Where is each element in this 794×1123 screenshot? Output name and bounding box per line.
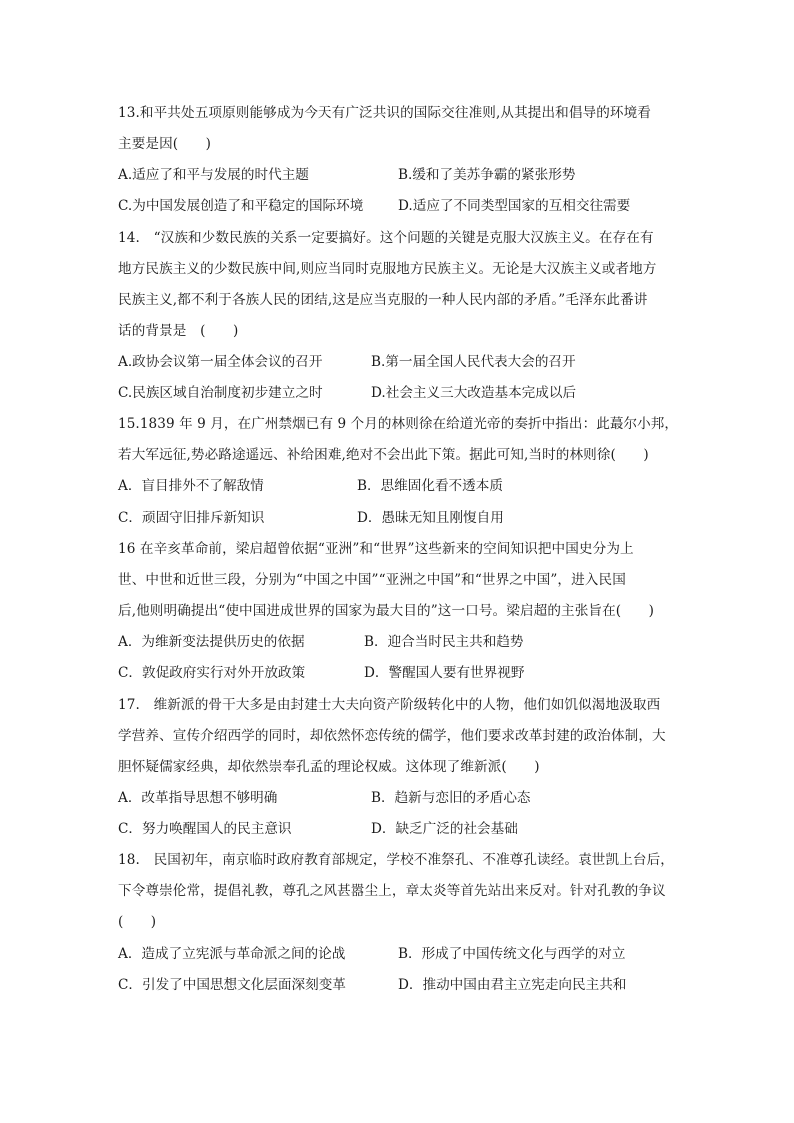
question-13-line-2: 主要是因( ) — [118, 136, 211, 152]
question-15-option-a: A．盲目排外不了解敌情 — [118, 478, 264, 494]
question-13-option-c: C.为中国发展创造了和平稳定的国际环境 — [118, 198, 364, 214]
question-13-line-1: 13.和平共处五项原则能够成为今天有广泛共识的国际交往准则,从其提出和倡导的环境看 — [118, 105, 652, 121]
question-18-option-c: C．引发了中国思想文化层面深刻变革 — [118, 977, 346, 993]
question-16-line-3: 后,他则明确提出“使中国进成世界的国家为最大目的”这一口号。梁启超的主张旨在( ) — [118, 603, 654, 619]
question-17-option-a: A．改革指导思想不够明确 — [118, 790, 278, 806]
question-14-option-a: A.政协会议第一届全体会议的召开 — [118, 354, 323, 370]
question-18-option-b: B．形成了中国传统文化与西学的对立 — [398, 946, 626, 962]
question-18-line-2: 下令尊崇伦常，提倡礼教，尊孔之风甚嚣尘上，章太炎等首先站出来反对。针对孔教的争议 — [118, 883, 666, 899]
question-17-line-3: 胆怀疑儒家经典，却依然崇奉孔孟的理论权威。这体现了维新派( ) — [118, 759, 540, 775]
question-15-option-c: C．顽固守旧排斥新知识 — [118, 510, 265, 526]
question-18-line-1: 18. 民国初年，南京临时政府教育部规定，学校不准祭孔、不准尊孔读经。袁世凯上台后， — [118, 852, 674, 868]
question-16-option-b: B．迎合当时民主共和趋势 — [364, 634, 524, 650]
question-15-option-d: D．愚昧无知且刚愎自用 — [357, 510, 504, 526]
question-16-line-1: 16 在辛亥革命前，梁启超曾依据“亚洲”和“世界”这些新来的空间知识把中国史分为上 — [118, 541, 634, 557]
question-13-option-b: B.缓和了美苏争霸的紧张形势 — [398, 167, 576, 183]
question-16-option-d: D．警醒国人要有世界视野 — [364, 665, 525, 681]
question-16-option-a: A．为维新变法提供历史的依据 — [118, 634, 305, 650]
question-14-line-4: 话的背景是 ( ) — [118, 323, 239, 339]
question-16-option-c: C．敦促政府实行对外开放政策 — [118, 665, 306, 681]
question-13-option-d: D.适应了不同类型国家的互相交往需要 — [398, 198, 631, 214]
question-14-line-1: 14. “汉族和少数民族的关系一定要搞好。这个问题的关键是克服大汉族主义。在存在有 — [118, 230, 654, 246]
question-15-line-1: 15.1839 年 9 月，在广州禁烟已有 9 个月的林则徐在给道光帝的奏折中指出：此蕞尔小邦， — [118, 416, 679, 432]
question-14-line-2: 地方民族主义的少数民族中间,则应当同时克服地方民族主义。无论是大汉族主义或者地方 — [118, 261, 657, 277]
question-17-line-2: 学营养、宣传介绍西学的同时，却依然怀恋传统的儒学，他们要求改革封建的政治体制，大 — [118, 728, 666, 744]
question-14-option-d: D.社会主义三大改造基本完成以后 — [371, 385, 577, 401]
question-15-option-b: B．思维固化看不透本质 — [357, 478, 503, 494]
question-17-option-c: C．努力唤醒国人的民主意识 — [118, 821, 292, 837]
question-14-option-b: B.第一届全国人民代表大会的召开 — [371, 354, 576, 370]
question-17-option-d: D．缺乏广泛的社会基础 — [371, 821, 518, 837]
question-17-line-1: 17. 维新派的骨干大多是由封建士大夫向资产阶级转化中的人物，他们如饥似渴地汲取西 — [118, 697, 661, 713]
question-18-option-a: A．造成了立宪派与革命派之间的论战 — [118, 946, 346, 962]
question-14-line-3: 民族主义,都不利于各族人民的团结,这是应当克服的一种人民内部的矛盾。”毛泽东此番讲 — [118, 292, 648, 308]
question-18-line-3: ( ) — [118, 914, 157, 930]
question-17-option-b: B．趋新与恋旧的矛盾心态 — [371, 790, 531, 806]
question-16-line-2: 世、中世和近世三段，分别为“中国之中国”“亚洲之中国”和“世界之中国”，进入民国 — [118, 572, 626, 588]
question-15-line-2: 若大军远征,势必路途遥远、补给困难,绝对不会出此下策。据此可知,当时的林则徐( ) — [118, 447, 649, 463]
question-18-option-d: D．推动中国由君主立宪走向民主共和 — [398, 977, 627, 993]
question-13-option-a: A.适应了和平与发展的时代主题 — [118, 167, 309, 183]
question-14-option-c: C.民族区域自治制度初步建立之时 — [118, 385, 323, 401]
